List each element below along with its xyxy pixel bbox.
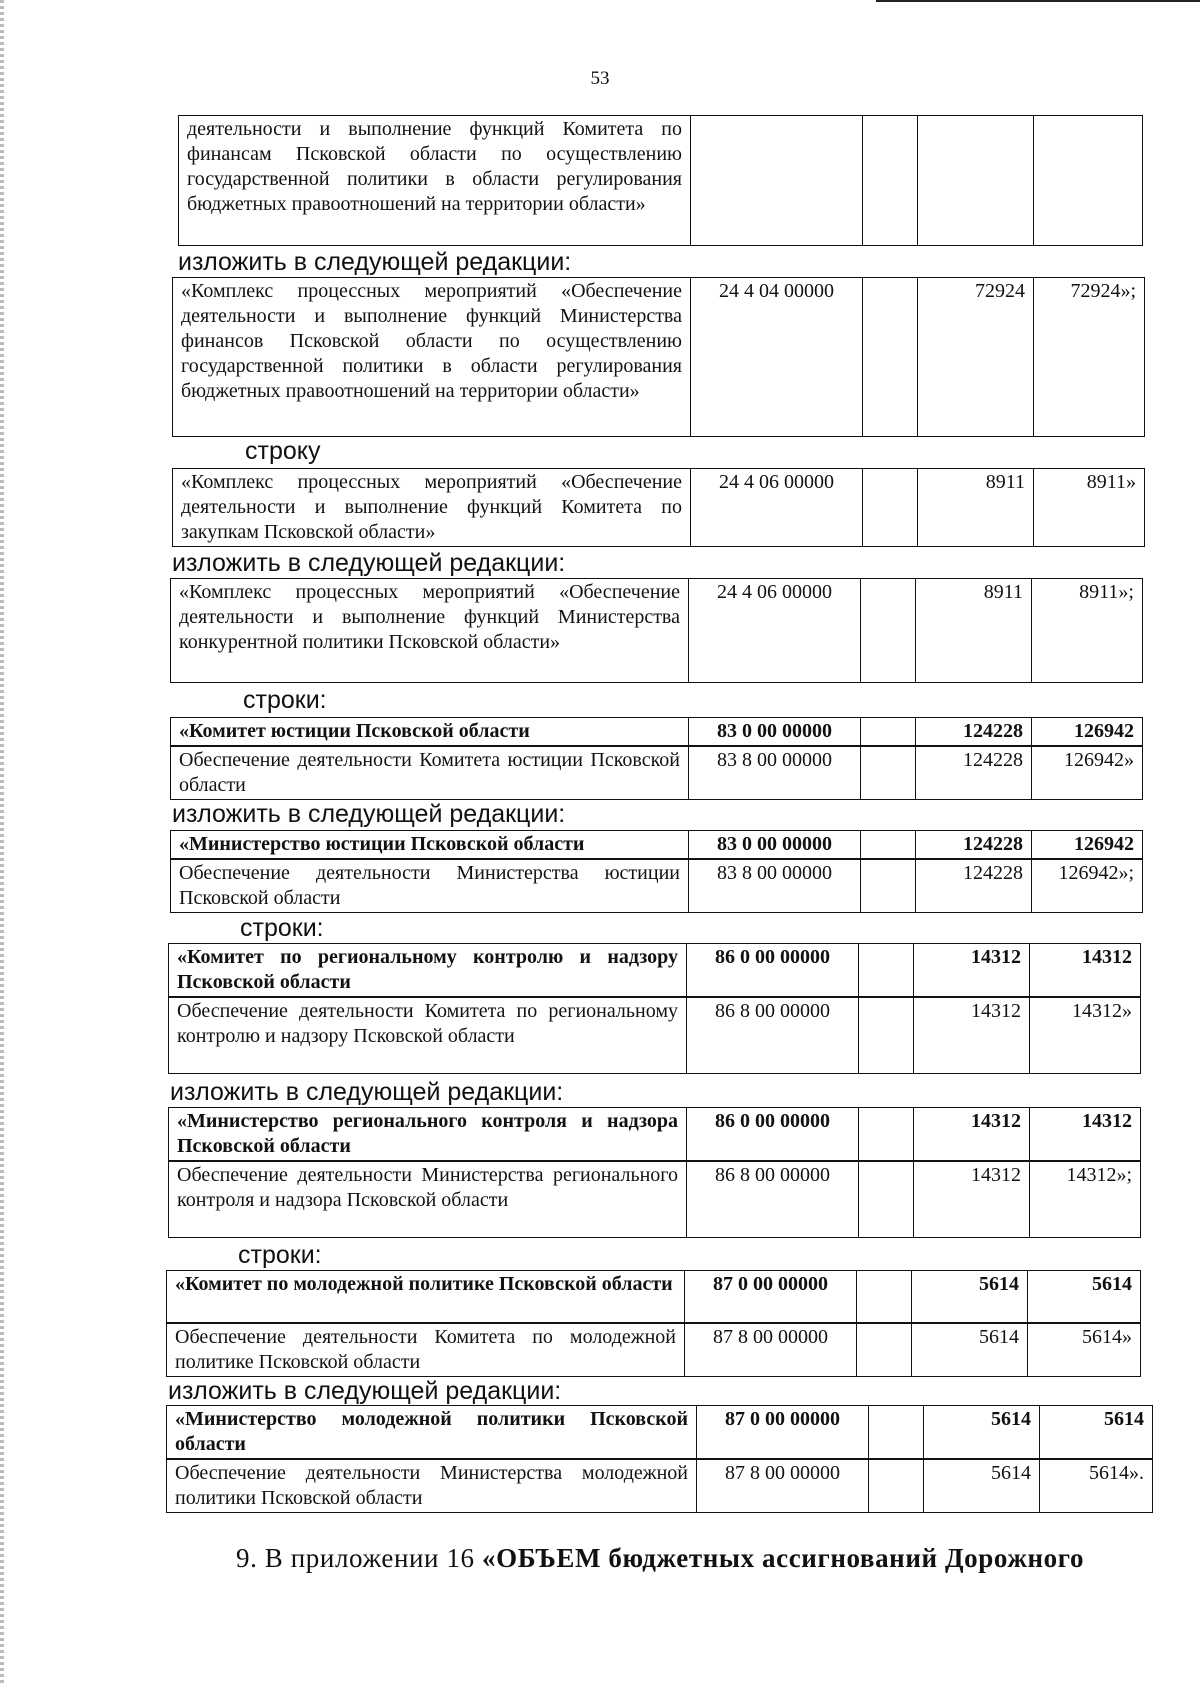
table-row xyxy=(171,579,1143,683)
row-empty-cell xyxy=(859,944,914,998)
table-row xyxy=(169,1108,1141,1162)
row-name-cell: Обеспечение деятельности Комитета по молодежной политике Псковской области xyxy=(167,1323,685,1377)
row-code-cell: 83 8 00 00000 xyxy=(689,859,861,913)
label-redaction: изложить в следующей редакции: xyxy=(168,1377,562,1405)
row-value-2023-cell xyxy=(918,116,1034,246)
row-name-cell: Обеспечение деятельности Министерства юстиции Псковской области xyxy=(171,859,689,913)
row-value-2024-cell: 5614 xyxy=(1040,1406,1153,1460)
row-value-2023-cell: 5614 xyxy=(924,1459,1040,1513)
row-code-cell: 83 8 00 00000 xyxy=(689,746,861,800)
row-value-2024-cell: 8911» xyxy=(1034,469,1145,547)
table-row xyxy=(171,859,1143,913)
row-value-2024-cell: 8911»; xyxy=(1032,579,1143,683)
row-code-cell: 86 8 00 00000 xyxy=(687,1161,859,1237)
row-value-2024-cell: 126942 xyxy=(1032,831,1143,860)
row-value-2024-cell: 126942 xyxy=(1032,718,1143,747)
paragraph-9-prefix: 9. В приложении 16 xyxy=(236,1543,482,1573)
row-value-2024-cell: 126942» xyxy=(1032,746,1143,800)
row-name-cell: «Министерство регионального контроля и надзора Псковской области xyxy=(169,1108,687,1162)
row-code-cell: 24 4 06 00000 xyxy=(691,469,863,547)
budget-table xyxy=(170,578,1143,683)
row-value-2023-cell: 124228 xyxy=(916,718,1032,747)
row-code-cell: 87 0 00 00000 xyxy=(685,1271,857,1323)
table-row xyxy=(171,718,1143,747)
row-value-2024-cell: 126942»; xyxy=(1032,859,1143,913)
row-value-2023-cell: 8911 xyxy=(916,579,1032,683)
table-row xyxy=(171,746,1143,800)
row-code-cell: 86 0 00 00000 xyxy=(687,1108,859,1162)
row-value-2023-cell: 124228 xyxy=(916,859,1032,913)
label-stroki: строки: xyxy=(240,914,324,942)
label-redaction: изложить в следующей редакции: xyxy=(172,800,566,828)
row-value-2024-cell: 5614 xyxy=(1028,1271,1141,1323)
row-value-2023-cell: 5614 xyxy=(912,1271,1028,1323)
row-empty-cell xyxy=(863,469,918,547)
table-row xyxy=(167,1406,1153,1460)
row-empty-cell xyxy=(861,831,916,860)
budget-table xyxy=(172,277,1145,437)
table-row xyxy=(169,1161,1141,1237)
row-empty-cell xyxy=(869,1459,924,1513)
budget-table xyxy=(168,943,1141,1074)
table-block-new-control xyxy=(168,1107,1140,1238)
row-value-2023-cell: 8911 xyxy=(918,469,1034,547)
row-name-cell: «Комплекс процессных мероприятий «Обеспечение деятельности и выполнение функций Комитета по закупкам Псковской области» xyxy=(173,469,691,547)
budget-table xyxy=(166,1270,1141,1377)
table-row xyxy=(167,1323,1141,1377)
row-name-cell: «Комитет юстиции Псковской области xyxy=(171,718,689,747)
row-name-cell: деятельности и выполнение функций Комитета по финансам Псковской области по осуществлению государственной политики в области регулирования бюджетных правоотношений на территории области» xyxy=(179,116,691,246)
label-stroku: строку xyxy=(245,437,321,465)
row-empty-cell xyxy=(857,1271,912,1323)
row-value-2024-cell: 5614». xyxy=(1040,1459,1153,1513)
row-empty-cell xyxy=(861,718,916,747)
row-value-2024-cell: 14312»; xyxy=(1030,1161,1141,1237)
row-value-2023-cell: 5614 xyxy=(924,1406,1040,1460)
row-code-cell: 87 0 00 00000 xyxy=(697,1406,869,1460)
row-name-cell: Обеспечение деятельности Министерства регионального контроля и надзора Псковской области xyxy=(169,1161,687,1237)
budget-table xyxy=(168,1107,1141,1238)
table-row xyxy=(167,1459,1153,1513)
row-name-cell: «Министерство юстиции Псковской области xyxy=(171,831,689,860)
row-empty-cell xyxy=(861,859,916,913)
row-empty-cell xyxy=(857,1323,912,1377)
row-value-2023-cell: 14312 xyxy=(914,997,1030,1073)
row-name-cell: Обеспечение деятельности Комитета по региональному контролю и надзору Псковской области xyxy=(169,997,687,1073)
table-block-old-youth xyxy=(166,1270,1140,1377)
row-name-cell: «Комитет по молодежной политике Псковской области xyxy=(167,1271,685,1323)
table-block-old-justice xyxy=(170,717,1142,800)
row-name-cell: «Министерство молодежной политики Псковской области xyxy=(167,1406,697,1460)
table-block-new-finance xyxy=(172,277,1144,437)
label-redaction: изложить в следующей редакции: xyxy=(178,248,572,276)
budget-table xyxy=(166,1405,1153,1513)
row-code-cell: 83 0 00 00000 xyxy=(689,718,861,747)
table-block-new-justice xyxy=(170,830,1142,913)
label-redaction: изложить в следующей редакции: xyxy=(172,549,566,577)
table-block-old-procurement xyxy=(172,468,1144,547)
row-code-cell: 86 0 00 00000 xyxy=(687,944,859,998)
budget-table xyxy=(170,717,1143,800)
table-row xyxy=(179,116,1143,246)
row-value-2024-cell: 72924»; xyxy=(1034,278,1145,437)
page-number: 53 xyxy=(590,68,610,89)
row-empty-cell xyxy=(859,1161,914,1237)
row-value-2024-cell: 14312 xyxy=(1030,1108,1141,1162)
row-code-cell xyxy=(691,116,863,246)
row-name-cell: Обеспечение деятельности Комитета юстиции Псковской области xyxy=(171,746,689,800)
row-value-2023-cell: 72924 xyxy=(918,278,1034,437)
label-redaction: изложить в следующей редакции: xyxy=(170,1078,564,1106)
row-code-cell: 86 8 00 00000 xyxy=(687,997,859,1073)
table-row xyxy=(169,944,1141,998)
table-block-old-finance-tail xyxy=(178,115,1142,246)
row-empty-cell xyxy=(859,997,914,1073)
table-block-new-youth xyxy=(166,1405,1152,1513)
table-block-old-control xyxy=(168,943,1140,1074)
row-code-cell: 87 8 00 00000 xyxy=(685,1323,857,1377)
row-name-cell: «Комплекс процессных мероприятий «Обеспечение деятельности и выполнение функций Министерства конкурентной политики Псковской области» xyxy=(171,579,689,683)
row-value-2023-cell: 124228 xyxy=(916,831,1032,860)
row-code-cell: 87 8 00 00000 xyxy=(697,1459,869,1513)
row-value-2024-cell: 14312» xyxy=(1030,997,1141,1073)
row-value-2024-cell: 14312 xyxy=(1030,944,1141,998)
row-empty-cell xyxy=(863,278,918,437)
budget-table xyxy=(170,830,1143,913)
row-code-cell: 24 4 04 00000 xyxy=(691,278,863,437)
table-block-new-competition xyxy=(170,578,1142,683)
row-name-cell: «Комплекс процессных мероприятий «Обеспечение деятельности и выполнение функций Министерства финансов Псковской области по осуществлению государственной политики в области регулирования бюджетных правоотношений на территории области» xyxy=(173,278,691,437)
row-code-cell: 83 0 00 00000 xyxy=(689,831,861,860)
row-name-cell: Обеспечение деятельности Министерства молодежной политики Псковской области xyxy=(167,1459,697,1513)
table-row xyxy=(167,1271,1141,1323)
row-value-2023-cell: 14312 xyxy=(914,1161,1030,1237)
row-value-2024-cell: 5614» xyxy=(1028,1323,1141,1377)
row-name-cell: «Комитет по региональному контролю и надзору Псковской области xyxy=(169,944,687,998)
row-empty-cell xyxy=(861,746,916,800)
scan-edge xyxy=(0,0,4,1686)
row-value-2023-cell: 14312 xyxy=(914,944,1030,998)
row-code-cell: 24 4 06 00000 xyxy=(689,579,861,683)
row-value-2024-cell xyxy=(1034,116,1143,246)
row-empty-cell xyxy=(869,1406,924,1460)
row-empty-cell xyxy=(859,1108,914,1162)
budget-table xyxy=(172,468,1145,547)
label-stroki: строки: xyxy=(238,1241,322,1269)
table-row xyxy=(173,469,1145,547)
budget-table xyxy=(178,115,1143,246)
row-empty-cell xyxy=(863,116,918,246)
row-value-2023-cell: 124228 xyxy=(916,746,1032,800)
paragraph-9 xyxy=(236,1541,1140,1575)
table-row xyxy=(169,997,1141,1073)
paragraph-9-title: «ОБЪЕМ бюджетных ассигнований Дорожного xyxy=(482,1543,1085,1573)
row-empty-cell xyxy=(861,579,916,683)
row-value-2023-cell: 5614 xyxy=(912,1323,1028,1377)
table-row xyxy=(171,831,1143,860)
table-row xyxy=(173,278,1145,437)
label-stroki: строки: xyxy=(243,686,327,714)
top-rule xyxy=(876,0,1200,2)
row-value-2023-cell: 14312 xyxy=(914,1108,1030,1162)
